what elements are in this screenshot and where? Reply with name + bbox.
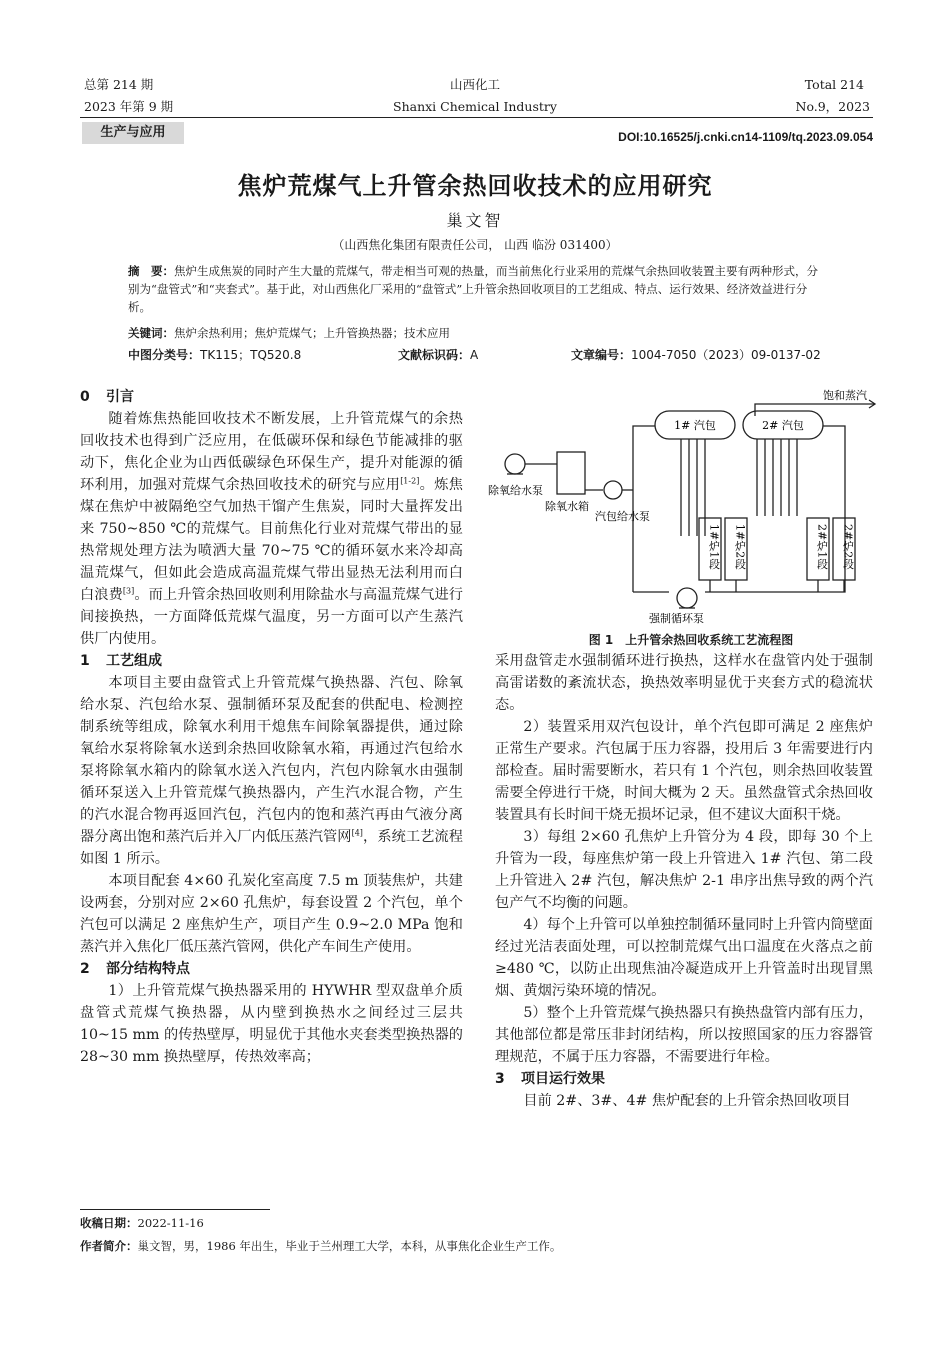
label-segment-2: 1#炉2段	[733, 524, 747, 570]
citation: [4]	[351, 828, 363, 838]
label-segment-4: 2#炉2段	[841, 524, 855, 570]
keywords-text: 焦炉余热利用；焦炉荒煤气；上升管换热器；技术应用	[174, 326, 450, 340]
process-flow-diagram	[485, 386, 880, 626]
section-3-paragraph-1: 目前 2#、3#、4# 焦炉配套的上升管余热回收项目	[523, 1093, 851, 1109]
label-drum-feed-pump: 汽包给水泵	[595, 510, 650, 523]
clc-number: 中图分类号：TK115；TQ520.8	[128, 348, 302, 362]
section-1-paragraph-2: 本项目配套 4×60 孔炭化室高度 7.5 m 顶装焦炉，共建设两套，分别对应 2×60 孔焦炉，每套设置 2 个汽包，单个汽包可以满足 2 座焦炉生产，项目产生 0.9~2.0 MPa 饱和蒸汽并入焦化厂低压蒸汽管网，供化产车间生产使用。	[80, 873, 463, 955]
section-2-paragraph-5: 5）整个上升管荒煤气换热器只有换热盘管内部有压力，其他部位都是常压非封闭结构，所以按照国家的压力容器管理规范，不属于压力容器，不需要进行年检。	[495, 1005, 873, 1065]
article-number: 文章编号：1004-7050（2023）09-0137-02	[571, 348, 821, 362]
figure-caption: 图 1 上升管余热回收系统工艺流程图	[588, 633, 794, 647]
label-deaerator-tank: 除氧水箱	[545, 500, 589, 513]
label-segment-1: 1#炉1段	[707, 524, 721, 570]
keywords	[128, 324, 828, 342]
label-deaerator-pump: 除氧给水泵	[488, 484, 543, 497]
section-tag: 生产与应用	[82, 122, 184, 144]
label-circulation-pump: 强制循环泵	[649, 612, 704, 625]
section-2-paragraph-1-continued: 采用盘管走水强制循环进行换热，这样水在盘管内处于强制高雷诺数的紊流状态，换热效率明显优于夹套方式的稳流状态。	[495, 653, 873, 713]
keywords-label: 关键词：	[128, 326, 174, 340]
author-name: 巢文智	[446, 211, 504, 230]
abstract-label: 摘 要：	[128, 264, 174, 278]
section-0-paragraph: 随着炼焦热能回收技术不断发展，上升管荒煤气的余热回收技术也得到广泛应用，在低碳环保和绿色节能减排的驱动下，焦化企业为山西低碳绿色环保生产，提升对能源的循环利用，加强对荒煤气余热回收技术的研究与应用[1-2]。炼焦煤在焦炉中被隔绝空气加热干馏产生焦炭，同时大量挥发出来 750~850 ℃的荒煤气。目前焦化行业对荒煤气带出的显热常规处理方法为喷洒大量 70~75 ℃的循环氨水来冷却高温荒煤气，但如此会造成高温荒煤气带出显热无法利用而白白浪费[3]。而上升管余热回收则利用除盐水与高温荒煤气进行间接换热，一方面降低荒煤气温度，另一方面可以产生蒸汽供厂内使用。	[80, 411, 463, 647]
steam-output-line	[755, 404, 875, 416]
section-2-paragraph-4: 4）每个上升管可以单独控制循环量同时上升管内筒壁面经过光洁表面处理，可以控制荒煤气出口温度在火落点之前≥480 ℃，以防止出现焦油冷凝造成开上升管盖时出现冒黑烟、黄烟污染环境的情况。	[495, 917, 873, 999]
section-2-paragraph-1: 1）上升管荒煤气换热器采用的 HYWHR 型双盘单介质盘管式荒煤气换热器，从内壁到换热水之间经过三层共 10~15 mm 的传热壁厚，明显优于其他水夹套类型换热器的 28~30 mm 换热壁厚，传热效率高；	[80, 983, 463, 1065]
circulation-pump	[677, 588, 697, 608]
journal-name-cn: 山西化工	[449, 77, 500, 92]
left-column	[80, 386, 463, 1068]
deaerator-pump	[505, 454, 525, 474]
label-drum-1: 1# 汽包	[674, 419, 716, 432]
section-3-heading: 3 项目运行效果	[495, 1071, 605, 1087]
section-1-paragraph-1: 本项目主要由盘管式上升管荒煤气换热器、汽包、除氧给水泵、汽包给水泵、强制循环泵及配套的供配电、检测控制系统等组成，除氧水利用干熄焦车间除氧器提供，通过除氧给水泵将除氧水送到余热回收除氧水箱，再通过汽包给水泵将除氧水箱内的除氧水送入汽包内，汽包内除氧水由强制循环泵送入上升管荒煤气换热器内，产生汽水混合物，产生的汽水混合物再返回汽包，汽包内的饱和蒸汽再由气液分离器分离出饱和蒸汽后并入厂内低压蒸汽管网[4]，系统工艺流程如图 1 所示。	[80, 675, 463, 867]
left-loop-line	[633, 426, 655, 592]
paper-title: 焦炉荒煤气上升管余热回收技术的应用研究	[237, 172, 713, 200]
section-0-heading: 0 引言	[80, 389, 134, 405]
label-steam: 饱和蒸汽	[823, 389, 867, 402]
total-issue-en: Total 214	[804, 77, 864, 92]
document-code: 文献标识码：A	[398, 348, 479, 362]
author-bio: 作者简介：巢文智，男，1986 年出生，毕业于兰州理工大学，本科，从事焦化企业生产工作。	[80, 1239, 562, 1253]
section-2-paragraph-3: 3）每组 2×60 孔焦炉上升管分为 4 段，即每 30 个上升管为一段，每座焦炉第一段上升管进入 1# 汽包、第二段上升管进入 2# 汽包，解决焦炉 2-1 串序出焦导致的两个汽包产气不均衡的问题。	[495, 829, 873, 911]
issue-year: 2023 年第 9 期	[84, 99, 174, 114]
footnote-rule	[80, 1209, 270, 1210]
section-2-heading: 2 部分结构特点	[80, 961, 190, 977]
section-2-paragraph-2: 2）装置采用双汽包设计，单个汽包即可满足 2 座焦炉正常生产要求。汽包属于压力容器，投用后 3 年需要进行内部检查。届时需要断水，若只有 1 个汽包，则余热回收装置需要全停进行干烧，时间大概为 2 天。虽然盘管式余热回收装置具有长时间干烧无损坏记录，但不建议大面积干烧。	[495, 719, 873, 823]
right-column	[495, 650, 873, 1112]
doi: DOI:10.16525/j.cnki.cn14-1109/tq.2023.09.054	[618, 130, 873, 144]
issue-number-en: No.9，2023	[795, 99, 870, 114]
issue-total: 总第 214 期	[84, 77, 154, 92]
abstract	[128, 262, 828, 316]
section-1-heading: 1 工艺组成	[80, 653, 162, 669]
drum-feed-pump	[604, 481, 622, 499]
header-rule	[80, 117, 873, 118]
label-segment-3: 2#炉1段	[815, 524, 829, 570]
citation: [3]	[122, 586, 135, 596]
received-date: 收稿日期：2022-11-16	[80, 1216, 204, 1230]
deaerator-tank	[557, 452, 585, 494]
journal-name-en: Shanxi Chemical Industry	[393, 99, 557, 114]
affiliation: （山西焦化集团有限责任公司， 山西 临汾 031400）	[332, 238, 618, 252]
citation: [1-2]	[400, 476, 420, 486]
abstract-text: 焦炉生成焦炭的同时产生大量的荒煤气，带走相当可观的热量，而当前焦化行业采用的荒煤气余热回收装置主要有两种形式，分别为“盘管式”和“夹套式”。基于此，对山西焦化厂采用的“盘管式”上升管余热回收项目的工艺组成、特点、运行效果、经济效益进行分析。	[128, 264, 818, 314]
label-drum-2: 2# 汽包	[762, 419, 804, 432]
